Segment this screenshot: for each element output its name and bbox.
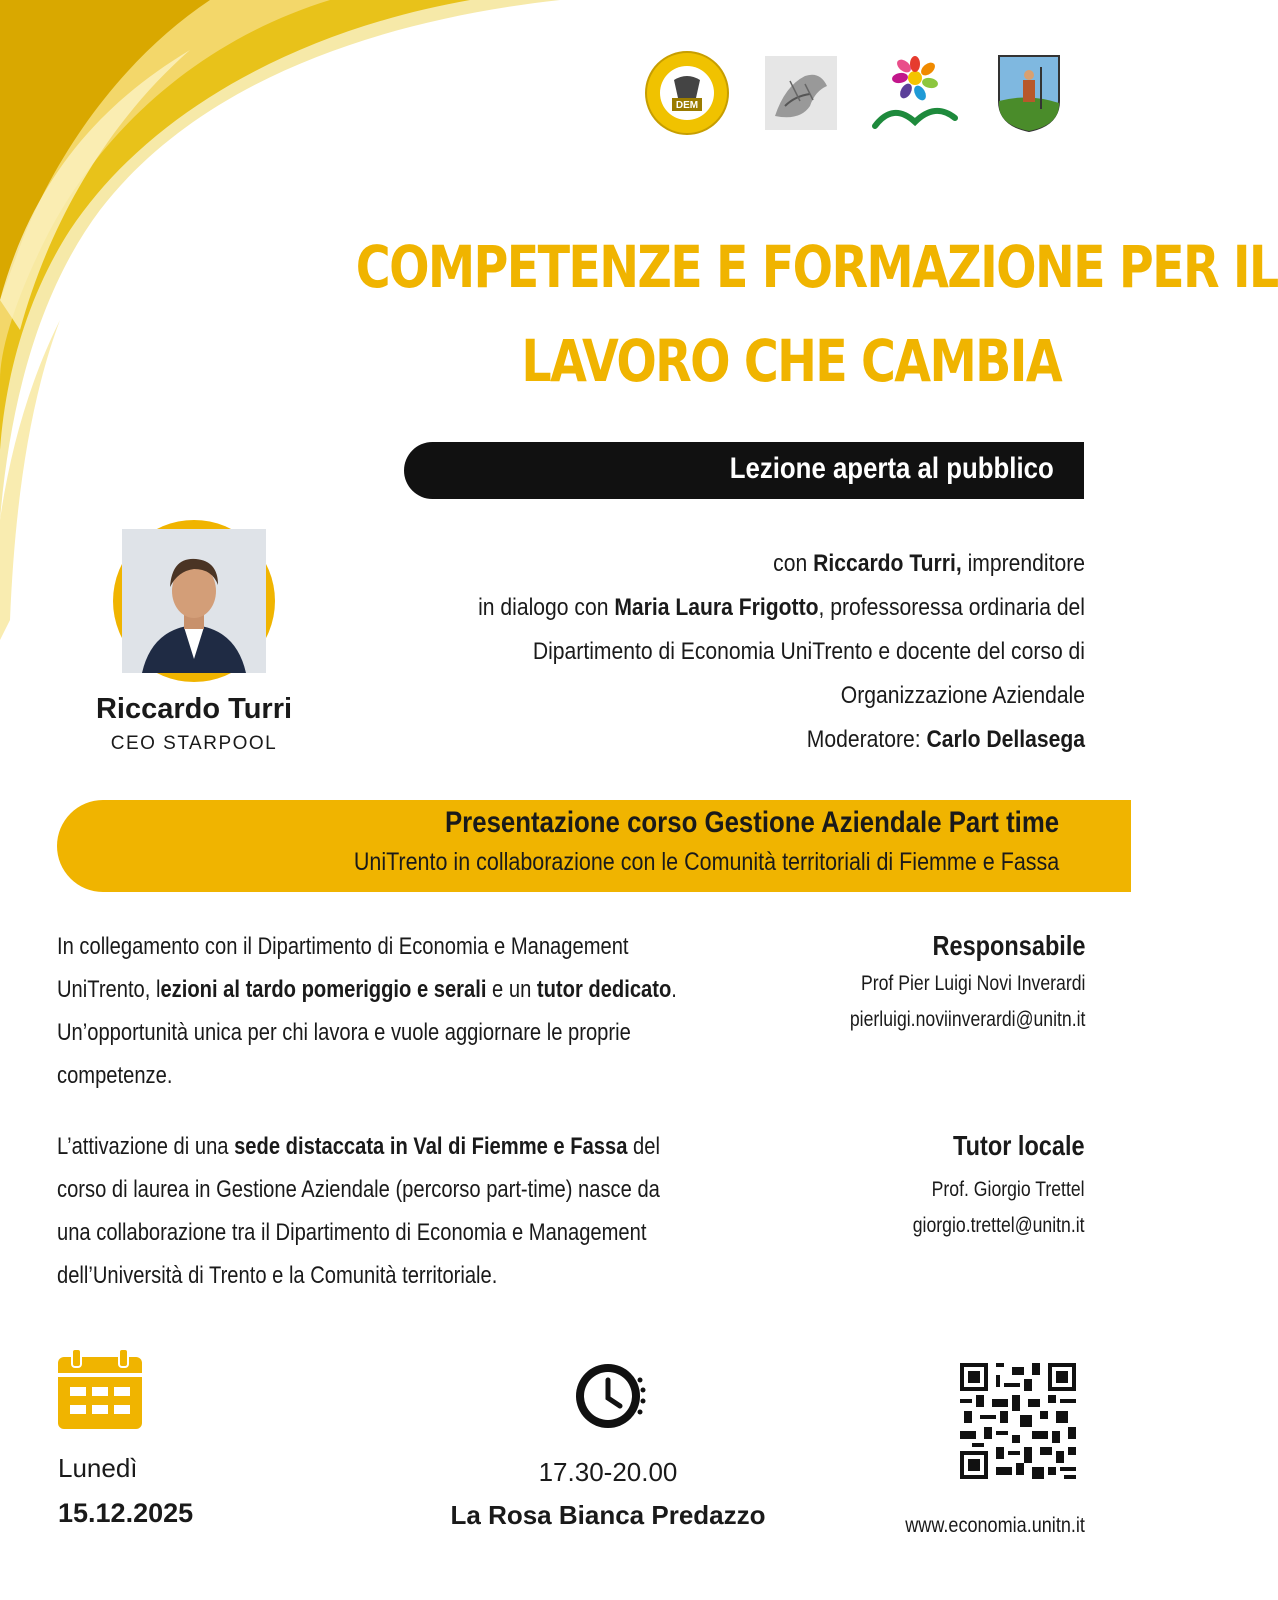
event-time: 17.30-20.00 (538, 1457, 678, 1487)
open-lecture-banner (404, 442, 1084, 499)
tutor-name: Prof. Giorgio Trettel (932, 1178, 1085, 1201)
event-day: Lunedì (58, 1453, 138, 1483)
intro-line-2: in dialogo con Maria Laura Frigotto, professoressa ordinaria del (478, 594, 1085, 621)
title-line-2: LAVORO CHE CAMBIA (521, 327, 1061, 395)
page-title (355, 220, 1278, 408)
tutor-heading: Tutor locale (953, 1130, 1085, 1161)
speaker-role: CEO STARPOOL (110, 733, 278, 754)
intro-line-5: Moderatore: Carlo Dellasega (806, 726, 1085, 753)
speaker-name: Riccardo Turri (95, 693, 293, 725)
intro-line-3: Dipartimento di Economia UniTrento e docente del corso di (532, 638, 1085, 665)
open-lecture-label: Lezione aperta al pubblico (730, 452, 1054, 485)
qr-code-icon[interactable] (960, 1363, 1076, 1479)
tutor-block (880, 1130, 1085, 1244)
coat-of-arms-logo (985, 52, 1073, 134)
engraving-logo (757, 52, 845, 134)
partner-logos (643, 52, 1073, 134)
responsabile-block (805, 930, 1085, 1038)
dem-logo-label: DEM (675, 100, 699, 111)
event-place: La Rosa Bianca Predazzo (450, 1500, 766, 1530)
responsabile-heading: Responsabile (932, 930, 1085, 961)
course-title: Presentazione corso Gestione Aziendale Part time (444, 806, 1059, 839)
course-description-1: In collegamento con il Dipartimento di Economia e Management UniTrento, lezioni al tardo pomeriggio e serali e un tutor dedicato. Un’opportunità unica per chi lavora e vuole aggiornare le proprie competenze. (57, 933, 677, 1089)
calendar-icon (58, 1349, 142, 1429)
course-subtitle: UniTrento in collaborazione con le Comunità territoriali di Fiemme e Fassa (353, 848, 1059, 876)
lecture-intro (451, 542, 1085, 762)
title-line-1: COMPETENZE E FORMAZIONE PER IL (355, 233, 1278, 301)
tutor-email[interactable]: giorgio.trettel@unitn.it (913, 1214, 1085, 1237)
event-date: 15.12.2025 (58, 1498, 194, 1528)
website-link[interactable]: www.economia.unitn.it (905, 1514, 1085, 1537)
clock-icon (574, 1360, 646, 1432)
speaker-portrait-icon (122, 529, 266, 673)
course-description-2: L’attivazione di una sede distaccata in Val di Fiemme e Fassa del corso di laurea in Gestione Aziendale (percorso part-time) nasce da una collaborazione tra il Dipartimento di Economia e Management dell’Università di Trento e la Comunità territoriale. (57, 1133, 660, 1289)
intro-line-1: con Riccardo Turri, imprenditore (773, 550, 1085, 577)
responsabile-name: Prof Pier Luigi Novi Inverardi (860, 972, 1085, 995)
speaker-avatar (113, 520, 275, 682)
university-seal-logo (643, 52, 731, 134)
intro-line-4: Organizzazione Aziendale (840, 682, 1085, 709)
responsabile-email[interactable]: pierluigi.noviinverardi@unitn.it (849, 1008, 1085, 1031)
flower-logo (871, 52, 959, 134)
